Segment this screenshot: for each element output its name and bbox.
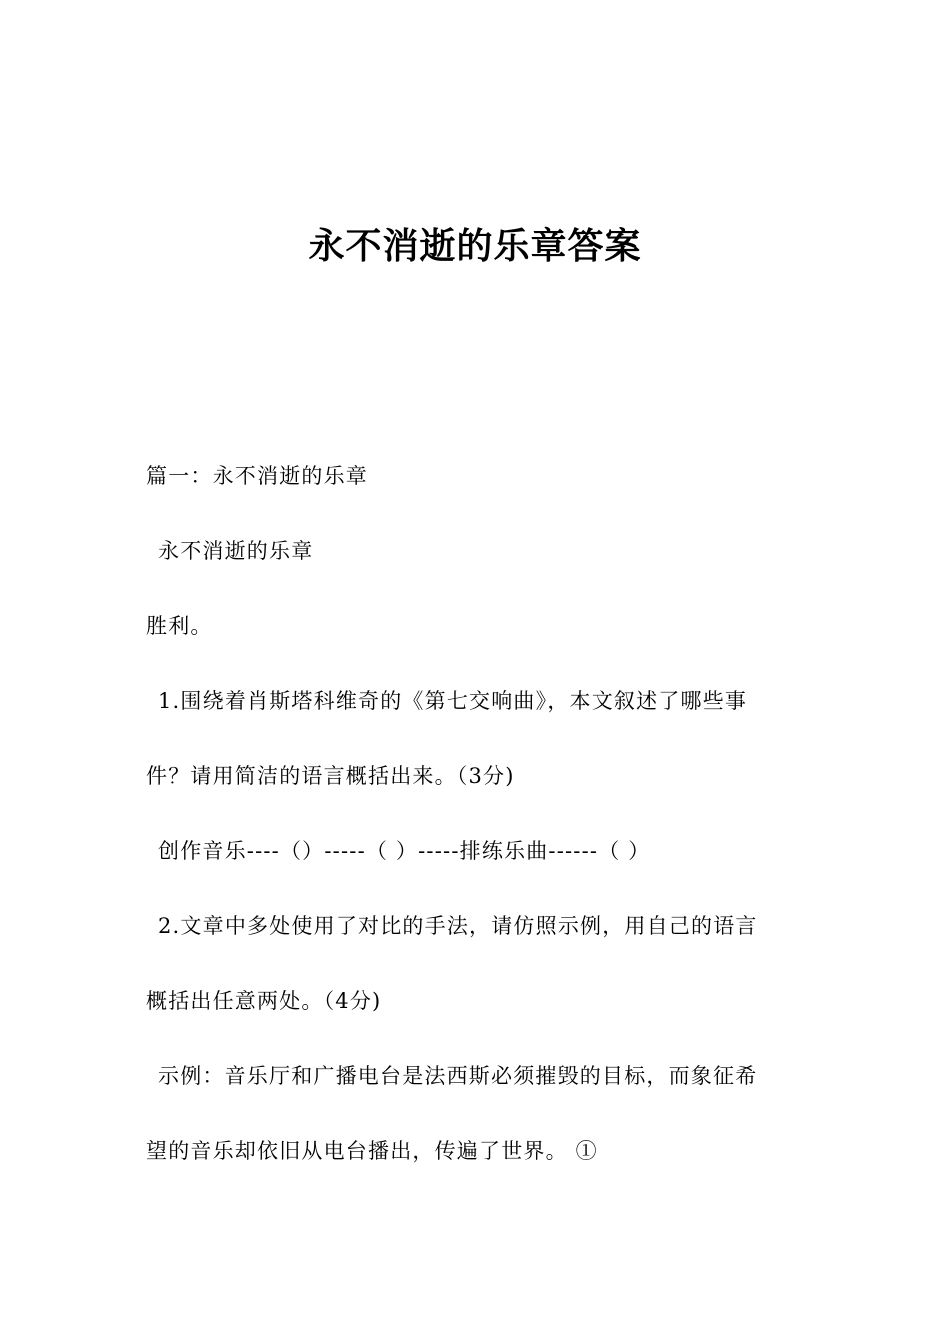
question-2-line-1: 2.文章中多处使用了对比的手法，请仿照示例，用自己的语言 — [158, 914, 758, 938]
document-body — [146, 454, 811, 1204]
example-line-1: 示例：音乐厅和广播电台是法西斯必须摧毁的目标，而象征希 — [158, 1064, 758, 1088]
paragraph-line: 胜利。 — [146, 614, 213, 638]
section-heading: 篇一：永不消逝的乐章 — [146, 464, 368, 488]
question-1-answer-blanks: 创作音乐----（）-----（ ）-----排练乐曲------（ ） — [158, 839, 651, 863]
article-title: 永不消逝的乐章 — [158, 539, 314, 563]
question-1-line-1: 1.围绕着肖斯塔科维奇的《第七交响曲》，本文叙述了哪些事 — [158, 689, 748, 713]
example-line-2: 望的音乐却依旧从电台播出，传遍了世界。 ① — [146, 1139, 598, 1163]
question-1-line-2: 件？请用简洁的语言概括出来。（3分) — [146, 764, 515, 788]
question-2-line-2: 概括出任意两处。（4分) — [146, 989, 382, 1013]
page-title: 永不消逝的乐章答案 — [308, 226, 642, 267]
